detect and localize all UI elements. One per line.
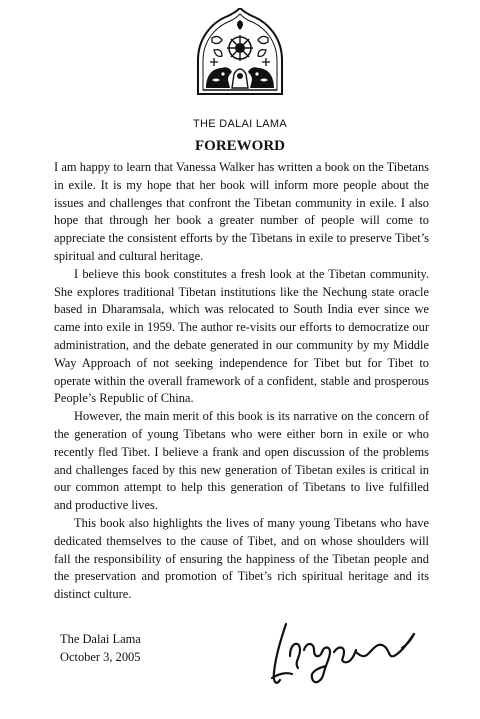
signature-date: October 3, 2005 bbox=[60, 650, 141, 664]
paragraph: However, the main merit of this book is its narrative on the concern of the generation of young Tibetans who were either born in exile or who recently fled Tibet. I believe a frank and open discussion of the problems and challenges faced by this new generation of Tibetan exiles is critical in our common attempt to help this generation of Tibetans to live fulfilled and productive lives. bbox=[54, 409, 429, 513]
dalai-lama-seal-emblem bbox=[192, 8, 288, 100]
paragraph: I am happy to learn that Vanessa Walker has written a book on the Tibetans in exile. It is my hope that her book will inform more people about the issues and challenges that confront the Tibetan community in exile. I also hope that through her book a greater number of people will come to appreciate the consistent efforts by the Tibetans in exile to preserve Tibet’s spiritual and cultural heritage. bbox=[54, 160, 429, 263]
signature-block bbox=[60, 630, 141, 666]
author-header: THE DALAI LAMA bbox=[192, 118, 288, 130]
paragraph: This book also highlights the lives of many young Tibetans who have dedicated themselves to the cause of Tibet, and on whose shoulders will fall the responsibility of ensuring the happiness of the Tibetan people and the preservation and promotion of Tibet’s rich spiritual heritage and its distinct culture. bbox=[54, 515, 429, 602]
handwritten-signature bbox=[268, 612, 418, 690]
foreword-body bbox=[54, 159, 429, 604]
signatory-name: The Dalai Lama bbox=[60, 632, 141, 646]
paragraph: I believe this book constitutes a fresh look at the Tibetan community. She explores traditional Tibetan institutions like the Nechung state oracle based in Dharamsala, which was relocated to South India ever since we came into exile in 1959. The author re-visits our efforts to democratize our administration, and the debate generated in our community by my Middle Way Approach of not seeking independence for Tibet but for Tibet to operate within the overall framework of a confident, stable and prosperous People’s Republic of China. bbox=[54, 266, 429, 406]
page-title: FOREWORD bbox=[195, 138, 285, 154]
